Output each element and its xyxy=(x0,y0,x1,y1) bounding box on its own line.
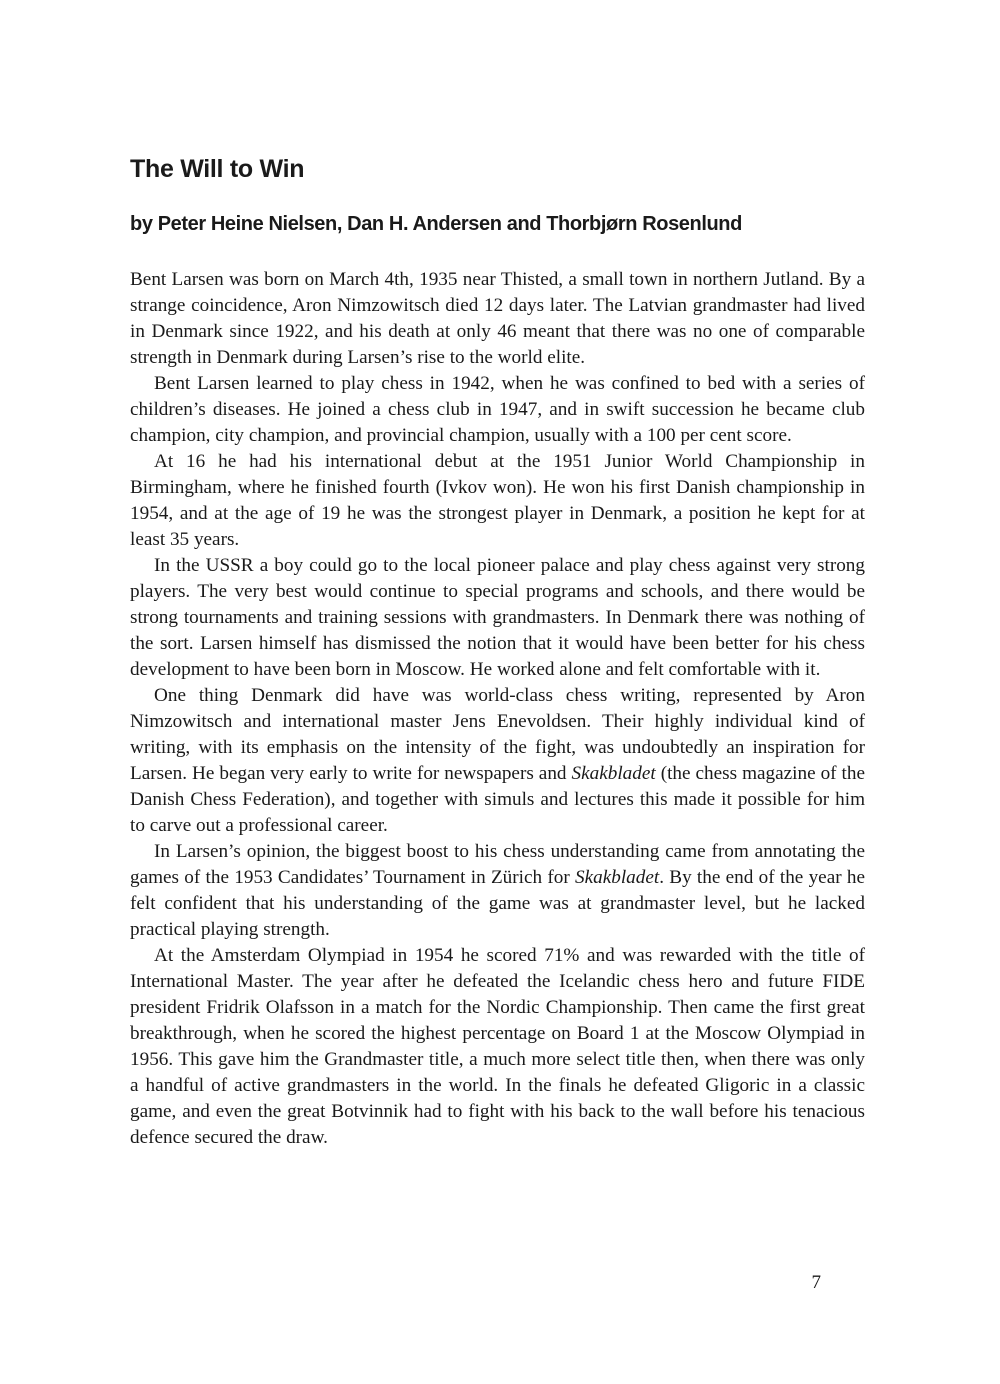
magazine-title: Skakbladet xyxy=(571,763,656,784)
paragraph-text: . By the end of the year he felt confident that his understanding of the game was at grandmaster level, but he lacked practical playing strength. xyxy=(130,867,865,940)
paragraph xyxy=(130,839,865,943)
paragraph-text: In the USSR a boy could go to the local pioneer palace and play chess against very strong players. The very best would continue to special programs and schools, and there would be strong tournaments and training sessions with grandmasters. In Denmark there was nothing of the sort. Larsen himself has dismissed the notion that it would have been better for his chess development to have been born in Moscow. He worked alone and felt comfortable with it. xyxy=(130,555,865,680)
paragraph-text: In Larsen’s opinion, the biggest boost to his chess understanding came from annotating the games of the 1953 Candidates’ Tournament in Zürich for xyxy=(130,841,865,888)
paragraph-text: Bent Larsen learned to play chess in 1942, when he was confined to bed with a series of children’s diseases. He joined a chess club in 1947, and in swift succession he became club champion, city champion, and provincial champion, usually with a 100 per cent score. xyxy=(130,373,865,446)
paragraph-text: At 16 he had his international debut at the 1951 Junior World Championship in Birmingham, where he finished fourth (Ivkov won). He won his first Danish championship in 1954, and at the age of 19 he was the strongest player in Denmark, a position he kept for at least 35 years. xyxy=(130,451,865,550)
paragraph-text: At the Amsterdam Olympiad in 1954 he scored 71% and was rewarded with the title of International Master. The year after he defeated the Icelandic chess hero and future FIDE president Fridrik Olafsson in a match for the Nordic Championship. Then came the first great breakthrough, when he scored the highest percentage on Board 1 at the Moscow Olympiad in 1956. This gave him the Grandmaster title, a much more select title then, when there was only a handful of active grandmasters in the world. In the finals he defeated Gligoric in a classic game, and even the great Botvinnik had to fight with his back to the wall before his tenacious defence secured the draw. xyxy=(130,945,865,1148)
paragraph-text: One thing Denmark did have was world-class chess writing, represented by Aron Nimzowitsch and international master Jens Enevoldsen. Their highly individual kind of writing, with its emphasis on the intensity of the fight, was undoubtedly an inspiration for Larsen. He began very early to write for newspapers and xyxy=(130,685,865,784)
paragraph xyxy=(130,683,865,839)
paragraph-text: Bent Larsen was born on March 4th, 1935 near Thisted, a small town in northern Jutland. By a strange coincidence, Aron Nimzowitsch died 12 days later. The Latvian grandmaster had lived in Denmark since 1922, and his death at only 46 meant that there was no one of comparable strength in Denmark during Larsen’s rise to the world elite. xyxy=(130,269,865,368)
paragraph-text: (the chess magazine of the Danish Chess Federation), and together with simuls and lectures this made it possible for him to carve out a professional career. xyxy=(130,763,865,836)
book-page xyxy=(130,0,865,1384)
paragraph xyxy=(130,267,865,371)
paragraph xyxy=(130,553,865,683)
paragraph xyxy=(130,943,865,1151)
chapter-body xyxy=(130,267,865,1151)
magazine-title: Skakbladet xyxy=(575,867,660,888)
chapter-byline: by Peter Heine Nielsen, Dan H. Andersen and Thorbjørn Rosenlund xyxy=(130,213,742,235)
page-number: 7 xyxy=(811,1272,821,1293)
chapter-title: The Will to Win xyxy=(130,155,305,183)
paragraph xyxy=(130,449,865,553)
paragraph xyxy=(130,371,865,449)
